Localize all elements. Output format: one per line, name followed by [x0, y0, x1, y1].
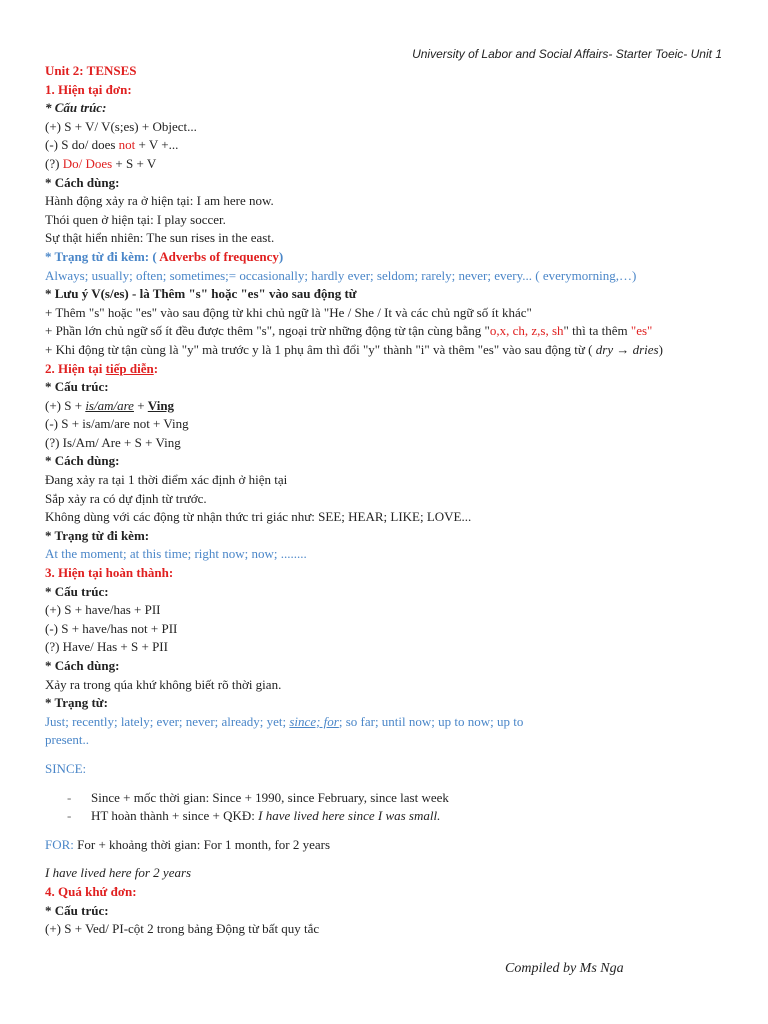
section-3-title: 3. Hiện tại hoàn thành:	[45, 565, 174, 581]
formula-question: (?) Do/ Does + S + V	[45, 155, 157, 171]
bullet-text: HT hoàn thành + since + QKĐ:	[91, 808, 259, 824]
note-line: + Khi động từ tận cùng là "y" mà trước y là 1 phụ âm thì đổi "y" thành "i" và thêm "es" vào sau động từ ( dry → dries)	[45, 341, 663, 357]
adverbs-label: * Trạng từ đi kèm:	[45, 527, 150, 543]
note-line: + Thêm "s" hoặc "es" vào sau động từ khi chủ ngữ là "He / She / It và các chủ ngữ số ít khác"	[45, 304, 532, 320]
formula-positive: (+) S + is/am/are + Ving	[45, 397, 175, 413]
adverbs-list: Always; usually; often; sometimes;= occasionally; hardly ever; seldom; rarely; never; every... ( everymorning,…)	[45, 267, 637, 283]
usage-line: Hành động xảy ra ở hiện tại: I am here now.	[45, 193, 274, 209]
for-line: FOR: For + khoảng thời gian: For 1 month, for 2 years	[45, 836, 331, 852]
adverbs-label: * Trạng từ:	[45, 695, 108, 711]
adverbs-list-cont: present..	[45, 732, 90, 748]
usage-line: Xảy ra trong qúa khứ không biết rõ thời gian.	[45, 676, 282, 692]
formula-positive: (+) S + V/ V(s;es) + Object...	[45, 118, 197, 134]
bullet-dash: -	[67, 808, 72, 824]
section-4-title: 4. Quá khứ đơn:	[45, 883, 137, 899]
usage-label: * Cách dùng:	[45, 453, 120, 469]
bullet-dash: -	[67, 789, 72, 805]
page-header: University of Labor and Social Affairs- Starter Toeic- Unit 1	[412, 47, 722, 61]
adverbs-list: At the moment; at this time; right now; now; ........	[45, 546, 307, 562]
formula-positive: (+) S + Ved/ PI-cột 2 trong bảng Động từ bất quy tắc	[45, 921, 320, 937]
note-line: + Phần lớn chủ ngữ số ít đều được thêm "s", ngoại trừ những động từ tận cùng bằng "o,x, ch, z,s, sh" thì ta thêm "es"	[45, 323, 653, 339]
note-label: * Lưu ý V(s/es) - là Thêm "s" hoặc "es" vào sau động từ	[45, 286, 357, 302]
section-2-title: 2. Hiện tại tiếp diễn:	[45, 360, 159, 376]
structure-label: * Cấu trúc:	[45, 583, 109, 599]
section-1-title: 1. Hiện tại đơn:	[45, 81, 132, 97]
bullet-example: I have lived here since I was small.	[258, 808, 441, 824]
usage-line: Sự thật hiển nhiên: The sun rises in the east.	[45, 230, 275, 246]
formula-question: (?) Have/ Has + S + PII	[45, 639, 168, 655]
since-label: SINCE:	[45, 760, 87, 776]
page-footer: Compiled by Ms Nga	[505, 961, 624, 976]
formula-positive: (+) S + have/has + PII	[45, 602, 161, 618]
document-body	[45, 62, 735, 939]
usage-line: Đang xảy ra tại 1 thời điểm xác định ở hiện tại	[45, 472, 288, 488]
since-list	[45, 789, 735, 826]
since-bullet-item	[45, 789, 735, 808]
structure-label: * Cấu trúc:	[45, 379, 109, 395]
example-sentence: I have lived here for 2 years	[45, 865, 192, 881]
adverbs-label: * Trạng từ đi kèm: ( Adverbs of frequency)	[45, 248, 284, 264]
formula-negative: (-) S + have/has not + PII	[45, 620, 178, 636]
formula-negative: (-) S do/ does not + V +...	[45, 137, 179, 153]
bullet-text: Since + mốc thời gian: Since + 1990, since February, since last week	[91, 789, 449, 805]
usage-label: * Cách dùng:	[45, 174, 120, 190]
structure-label: * Cấu trúc:	[45, 902, 109, 918]
since-bullet-item	[45, 807, 735, 826]
formula-negative: (-) S + is/am/are not + Ving	[45, 416, 189, 432]
usage-line: Thói quen ở hiện tại: I play soccer.	[45, 211, 226, 227]
adverbs-list: Just; recently; lately; ever; never; already; yet; since; for; so far; until now; up to now; up to	[45, 713, 524, 729]
usage-line: Không dùng với các động từ nhận thức tri giác như: SEE; HEAR; LIKE; LOVE...	[45, 509, 472, 525]
unit-title: Unit 2: TENSES	[45, 63, 137, 78]
structure-label: * Cấu trúc:	[45, 100, 107, 116]
usage-label: * Cách dùng:	[45, 658, 120, 673]
formula-question: (?) Is/Am/ Are + S + Ving	[45, 434, 181, 450]
usage-line: Sắp xảy ra có dự định từ trước.	[45, 490, 207, 506]
